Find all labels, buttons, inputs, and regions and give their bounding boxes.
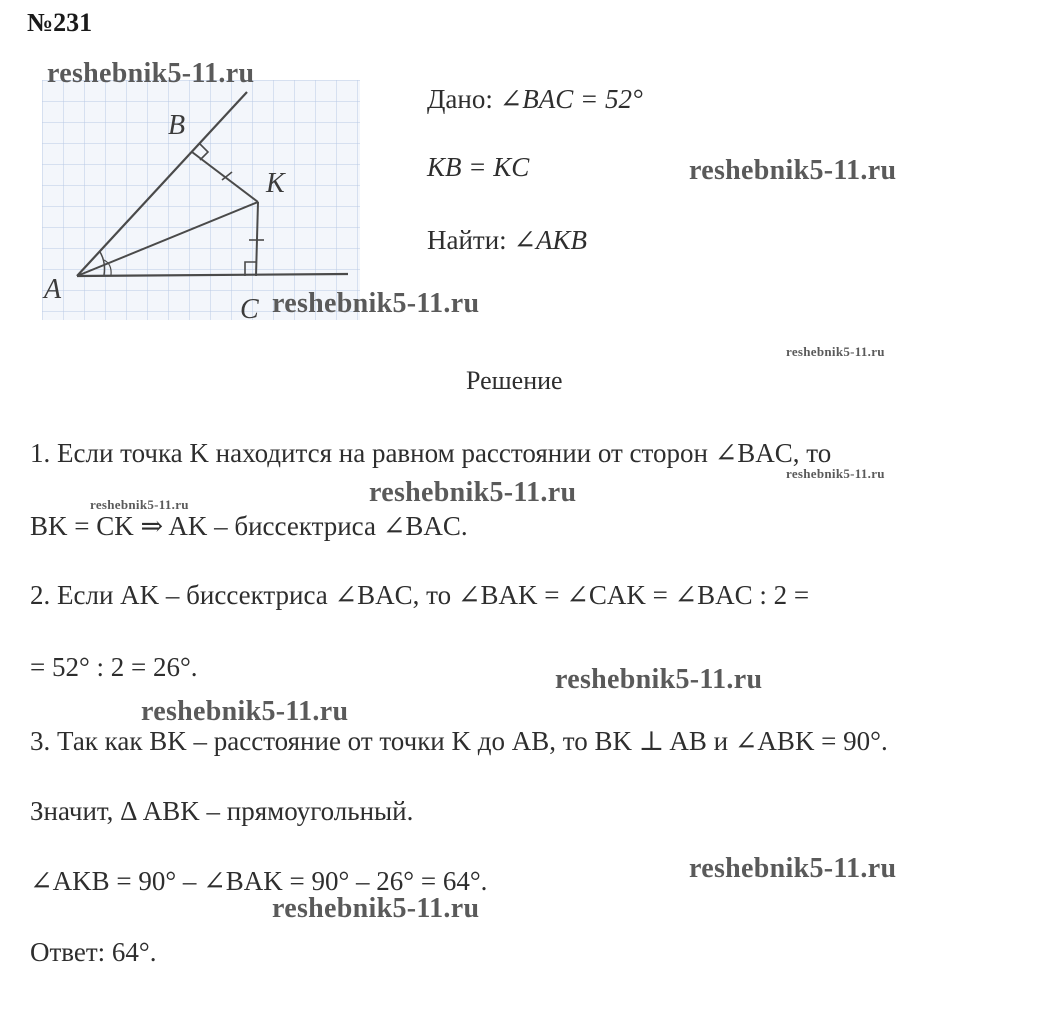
- watermark: reshebnik5-11.ru: [272, 288, 480, 319]
- solution-step-2b: = 52° : 2 = 26°.: [30, 652, 198, 682]
- find-label: Найти:: [427, 225, 507, 255]
- solution-step-3: 3. Так как BK – расстояние от точки K до AB, то BK ⊥ AB и ∠ABK = 90°.: [30, 726, 888, 756]
- given-angle: ∠BAC = 52°: [499, 84, 643, 114]
- watermark: reshebnik5-11.ru: [272, 893, 480, 924]
- find-angle: ∠AKB: [513, 225, 588, 255]
- watermark: reshebnik5-11.ru: [141, 696, 349, 727]
- figure-drawing: [42, 80, 360, 320]
- problem-number: №231: [27, 8, 93, 37]
- label-k: K: [266, 168, 285, 199]
- label-a: A: [44, 274, 62, 305]
- watermark: reshebnik5-11.ru: [369, 477, 577, 508]
- watermark: reshebnik5-11.ru: [555, 664, 763, 695]
- solution-step-2a: 2. Если AK – биссектриса ∠BAC, то ∠BAK = ∠CAK = ∠BAC : 2 =: [30, 580, 810, 610]
- geometry-figure: [42, 80, 360, 320]
- watermark: reshebnik5-11.ru: [90, 497, 189, 512]
- watermark: reshebnik5-11.ru: [689, 853, 897, 884]
- watermark: reshebnik5-11.ru: [786, 344, 885, 359]
- given-label: Дано:: [427, 84, 493, 114]
- solution-step-1a: 1. Если точка K находится на равном расстоянии от сторон ∠BAC, то: [30, 438, 832, 468]
- grid-lines: [42, 80, 360, 320]
- watermark: reshebnik5-11.ru: [689, 155, 897, 186]
- find-line: [427, 225, 587, 256]
- answer: Ответ: 64°.: [30, 937, 157, 967]
- watermark: reshebnik5-11.ru: [786, 466, 885, 481]
- label-b: B: [168, 110, 186, 141]
- solution-heading: Решение: [466, 366, 563, 395]
- watermark: reshebnik5-11.ru: [47, 58, 255, 89]
- solution-step-1b: BK = CK ⇒ AK – биссектриса ∠BAC.: [30, 511, 468, 541]
- solution-step-4: Значит, Δ ABK – прямоугольный.: [30, 796, 414, 826]
- solution-step-5: ∠AKB = 90° – ∠BAK = 90° – 26° = 64°.: [30, 866, 488, 896]
- given-line-2: KB = KC: [427, 152, 530, 182]
- given-line-1: [427, 84, 643, 115]
- label-c: C: [240, 294, 259, 320]
